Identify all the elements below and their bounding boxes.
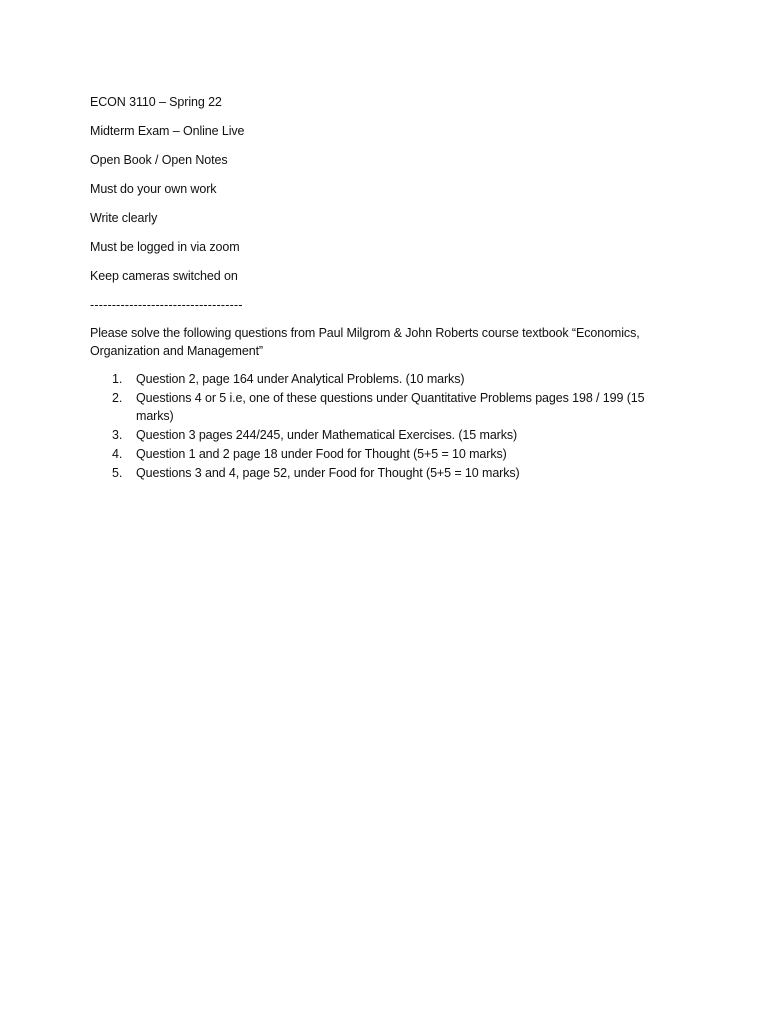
- list-item: [90, 445, 666, 463]
- question-number: 1.: [112, 372, 123, 386]
- question-number: 2.: [112, 391, 123, 405]
- course-title: ECON 3110 – Spring 22: [90, 95, 222, 109]
- rule-own-work: Must do your own work: [90, 182, 217, 196]
- question-list: [90, 370, 680, 482]
- question-number: 3.: [112, 428, 123, 442]
- question-number: 5.: [112, 466, 123, 480]
- list-item: [90, 389, 666, 425]
- dashed-divider: -----------------------------------: [90, 298, 243, 312]
- question-number: 4.: [112, 447, 123, 461]
- question-text: Question 2, page 164 under Analytical Problems. (10 marks): [136, 372, 465, 386]
- instructions-paragraph: Please solve the following questions from Paul Milgrom & John Roberts course textbook “Economics, Organization and Management”: [90, 326, 640, 358]
- question-text: Questions 3 and 4, page 52, under Food for Thought (5+5 = 10 marks): [136, 466, 520, 480]
- rule-cameras-on: Keep cameras switched on: [90, 269, 238, 283]
- list-item: [90, 426, 666, 444]
- list-item: [90, 464, 666, 482]
- exam-type: Midterm Exam – Online Live: [90, 124, 245, 138]
- rule-write-clearly: Write clearly: [90, 211, 158, 225]
- question-text: Questions 4 or 5 i.e, one of these questions under Quantitative Problems pages 198 / 199 (15 marks): [136, 391, 645, 423]
- rule-zoom-login: Must be logged in via zoom: [90, 240, 240, 254]
- document-body: [90, 93, 680, 483]
- list-item: [90, 370, 666, 388]
- question-text: Question 3 pages 244/245, under Mathematical Exercises. (15 marks): [136, 428, 518, 442]
- rule-open-book: Open Book / Open Notes: [90, 153, 228, 167]
- question-text: Question 1 and 2 page 18 under Food for Thought (5+5 = 10 marks): [136, 447, 507, 461]
